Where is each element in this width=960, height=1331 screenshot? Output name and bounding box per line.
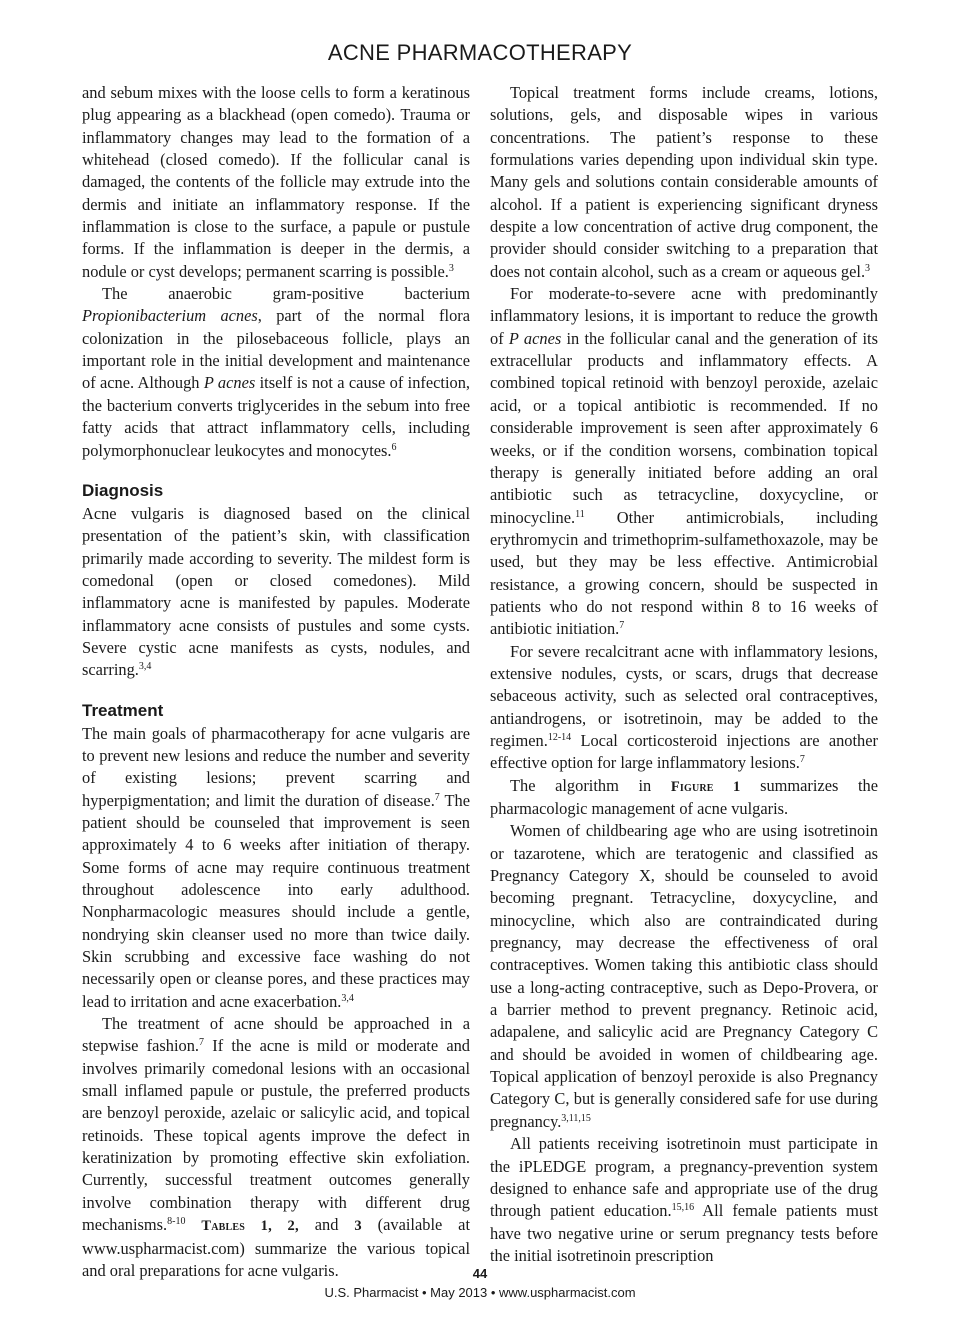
body-paragraph bbox=[82, 82, 470, 283]
left-column bbox=[82, 82, 470, 1282]
body-paragraph bbox=[82, 503, 470, 682]
section-heading-treatment: Treatment bbox=[82, 700, 164, 720]
table-reference: Tables 1, 2, bbox=[201, 1218, 299, 1235]
text: For severe recalcitrant acne with inflammatory lesions, extensive nodules, cysts, or scars, drugs that decrease sebaceous activity, such as selected oral contraceptives, antiandrogens, or isotretinoin, may be added to the regimen. bbox=[490, 641, 878, 750]
text: Other antimicrobials, including erythromycin and trimethoprim-sulfamethoxazole, may be used, but they may be less effective. Antimicrobial resistance, a growing concern, should be suspected in patients who do not respond within 8 to 16 weeks of antibiotic initiation. bbox=[490, 507, 878, 639]
body-paragraph bbox=[490, 641, 878, 775]
body-paragraph bbox=[82, 283, 470, 462]
citation: 7 bbox=[619, 620, 625, 632]
text: All female patients must have two negative urine or serum pregnancy tests before the initial isotretinoin prescription bbox=[490, 1201, 878, 1265]
text: summarizes the pharmacologic management of acne vulgaris. bbox=[490, 775, 878, 818]
citation: 3,11,15 bbox=[561, 1112, 591, 1124]
species-name: Propionibacterium acnes bbox=[82, 306, 258, 326]
citation: 15,16 bbox=[671, 1202, 695, 1214]
text: If the acne is mild or moderate and involves primarily comedonal lesions with an occasional small inflamed papule or pustule, the preferred products are benzoyl peroxide, azelaic or salicylic acid, and topical retinoids. These topical agents improve the defect in keratinization by promoting effective skin exfoliation. Currently, successful treatment outcomes generally involve combination therapy with different drug mechanisms. bbox=[82, 1036, 470, 1235]
text: Topical treatment forms include creams, lotions, solutions, gels, and disposable wipes in various concentrations. The patient’s response to these formulations varies depending upon individual skin type. Many gels and solutions contain considerable amounts of alcohol. If a patient is experiencing significant dryness despite a low concentration of active drug component, the provider should consider switching to a preparation that does not contain alcohol, such as a cream or aqueous gel. bbox=[490, 83, 878, 281]
page-number: 44 bbox=[472, 1266, 488, 1281]
citation: 12-14 bbox=[547, 731, 572, 743]
citation: 8-10 bbox=[167, 1216, 186, 1228]
footer-citation: U.S. Pharmacist • May 2013 • www.uspharmacist.com bbox=[324, 1285, 636, 1300]
body-paragraph bbox=[490, 82, 878, 283]
body-paragraph bbox=[490, 1133, 878, 1267]
citation: 7 bbox=[199, 1037, 205, 1049]
text: in the follicular canal and the generation of its extracellular products and inflammatory effects. A combined topical retinoid with benzoyl peroxide, azelaic acid, or a topical antibiotic is recommended. If no considerable improvement is seen after approximately 6 weeks, or if the condition worsens, combination topical therapy is generally initiated before adding an oral antibiotic such as tetracycline, doxycycline, or minocycline. bbox=[490, 328, 878, 527]
species-name: P acnes bbox=[508, 328, 562, 348]
right-column bbox=[490, 82, 878, 1267]
body-paragraph bbox=[490, 283, 878, 641]
citation: 7 bbox=[434, 791, 440, 803]
text: , part of the normal flora colonization in the pilosebaceous follicle, plays an important role in the initial development and maintenance of acne. Although bbox=[82, 306, 471, 393]
body-paragraph bbox=[82, 1013, 470, 1282]
species-name: P acnes bbox=[203, 373, 256, 393]
citation: 7 bbox=[799, 754, 805, 766]
citation: 11 bbox=[575, 508, 585, 520]
text: The main goals of pharmacotherapy for acne vulgaris are to prevent new lesions and reduce the number and severity of existing lesions; prevent scarring and hyperpigmentation; and limit the duration of disease. bbox=[82, 723, 470, 810]
citation: 6 bbox=[391, 441, 397, 453]
text: Local corticosteroid injections are another effective option for large inflammatory lesions. bbox=[490, 730, 878, 773]
text: and bbox=[298, 1215, 355, 1235]
body-paragraph bbox=[82, 723, 470, 1013]
section-heading-diagnosis: Diagnosis bbox=[82, 480, 164, 500]
citation: 3 bbox=[865, 262, 871, 274]
text: and sebum mixes with the loose cells to form a keratinous plug appearing as a blackhead (open comedo). Trauma or inflammatory changes may lead to the formation of a whitehead (closed comedo). If the follicular canal is damaged, the contents of the follicle may extrude into the dermis and initiate an inflammatory response. If the inflammation is close to the surface, a papule or pustule forms. If the inflammation is deeper in the dermis, a nodule or cyst develops; permanent scarring is possible. bbox=[82, 83, 470, 281]
text: For moderate-to-severe acne with predominantly inflammatory lesions, it is important to reduce the growth of bbox=[490, 284, 878, 348]
running-head: ACNE PHARMACOTHERAPY bbox=[327, 40, 633, 65]
table-reference: 3 bbox=[354, 1218, 362, 1235]
text: Women of childbearing age who are using isotretinoin or tazarotene, which are teratogenic and classified as Pregnancy Category X, should be counseled to avoid becoming pregnant. Tetracycline, doxycycline, and minocycline, which also are contraindicated during pregnancy, may decrease the effectiveness of oral contraceptives. Women taking this antibiotic class should use a long-acting contraceptive, such as Depo-Provera, or a barrier method to prevent pregnancy. Retinoic acid, adapalene, and salicylic acid are Pregnancy Category C and should be avoided in women of childbearing age. Topical application of benzoyl peroxide is also Pregnancy Category C, but is generally considered safe for use during pregnancy. bbox=[490, 821, 878, 1131]
figure-reference: Figure 1 bbox=[670, 778, 741, 795]
text: itself is not a cause of infection, the bacterium converts triglycerides in the sebum into free fatty acids that attract inflammatory cells, including polymorphonuclear leukocytes and monocytes. bbox=[82, 373, 470, 460]
text: The patient should be counseled that improvement is seen approximately 4 to 6 weeks after initiation of therapy. Some forms of acne may require continuous treatment throughout adolescence into early adulthood. Nonpharmacologic measures should include a gentle, nondrying skin cleanser used no more than twice daily. Skin scrubbing and excessive face washing do not necessarily open or cleanse pores, and these practices may lead to irritation and acne exacerbation. bbox=[82, 790, 470, 1011]
citation: 3 bbox=[448, 262, 454, 274]
text: Acne vulgaris is diagnosed based on the clinical presentation of the patient’s skin, with classification primarily made according to severity. The mildest form is comedonal (open or closed comedones). Mild inflammatory acne is manifested by papules. Moderate inflammatory acne consists of pustules and some cysts. Severe cystic acne manifests as cysts, nodules, and scarring. bbox=[82, 503, 470, 680]
text: The algorithm in bbox=[510, 775, 671, 795]
text: The treatment of acne should be approached in a stepwise fashion. bbox=[82, 1014, 470, 1056]
body-paragraph bbox=[490, 820, 878, 1133]
text: The anaerobic gram-positive bacterium bbox=[102, 284, 470, 304]
citation: 3,4 bbox=[341, 992, 354, 1004]
text: (available at www.uspharmacist.com) summarize the various topical and oral preparations for acne vulgaris. bbox=[82, 1215, 470, 1280]
citation: 3,4 bbox=[138, 661, 152, 673]
body-paragraph bbox=[490, 775, 878, 821]
text: All patients receiving isotretinoin must participate in the iPLEDGE program, a pregnancy-prevention system designed to enhance safe and appropriate use of the drug through patient education. bbox=[490, 1134, 878, 1221]
